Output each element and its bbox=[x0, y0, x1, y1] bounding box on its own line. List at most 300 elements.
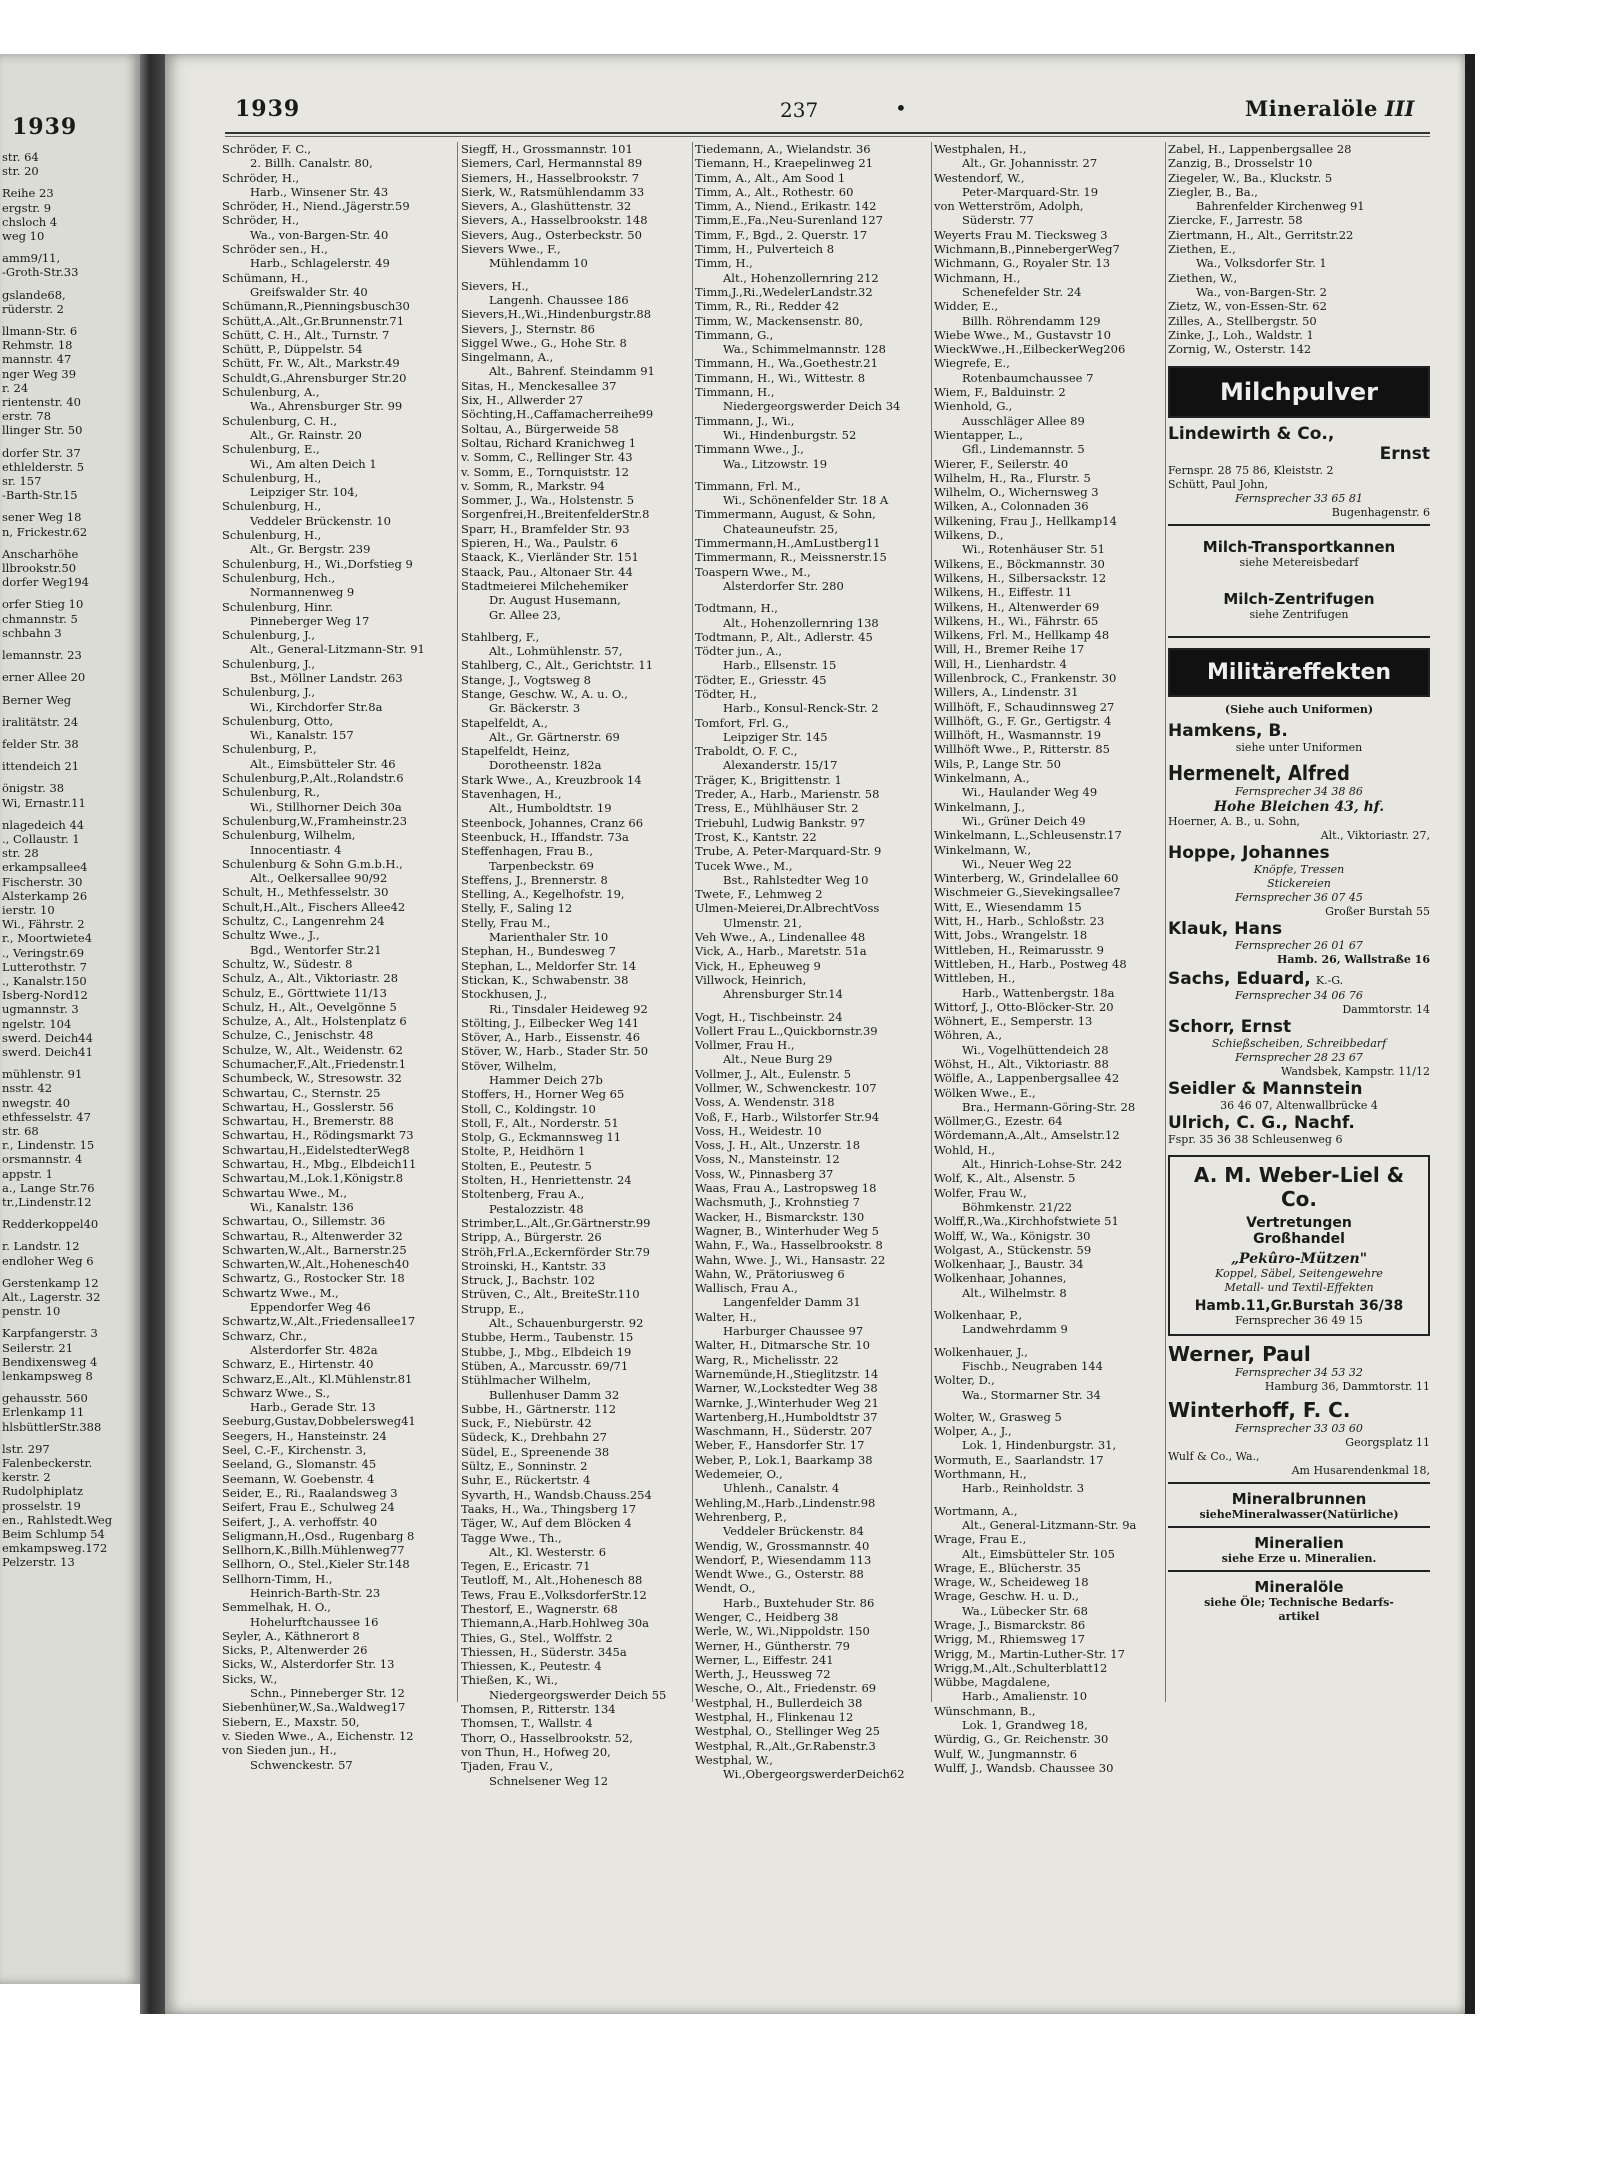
directory-entry: Wolff,R.,Wa.,Kirchhofstwiete 51 bbox=[934, 1214, 1119, 1229]
directory-entry bbox=[0, 1268, 140, 1276]
directory-entry: Voß, F., Harb., Wilstorfer Str.94 bbox=[695, 1109, 880, 1124]
directory-entry: Steffens, J., Brennerstr. 8 bbox=[461, 872, 608, 887]
directory-entry: Wi., Schönenfelder Str. 18 A bbox=[723, 493, 889, 508]
directory-entry: Wenger, C., Heidberg 38 bbox=[695, 1609, 839, 1624]
directory-entry: endloher Weg 6 bbox=[2, 1253, 94, 1268]
directory-entry: Ziegeler, W., Ba., Kluckstr. 5 bbox=[1168, 170, 1333, 185]
directory-entry: Hohelurftchaussee 16 bbox=[250, 1614, 379, 1629]
directory-entry: prosselstr. 19 bbox=[2, 1498, 81, 1513]
directory-entry: Wohld, H., bbox=[934, 1142, 996, 1157]
directory-entry: gehausstr. 560 bbox=[2, 1391, 88, 1406]
weber-name: A. M. Weber-Liel & Co. bbox=[1193, 1163, 1405, 1212]
directory-entry: Lok. 1, Grandweg 18, bbox=[962, 1718, 1088, 1733]
directory-entry: Stange, Geschw. W., A. u. O., bbox=[461, 686, 628, 701]
directory-entry bbox=[0, 502, 140, 510]
directory-entry bbox=[461, 271, 691, 279]
directory-entry: Tagge Wwe., Th., bbox=[461, 1530, 562, 1545]
directory-entry: Voss, N., Mansteinstr. 12 bbox=[695, 1152, 840, 1167]
directory-entry: Thießen, K., Wi., bbox=[461, 1673, 558, 1688]
schorr-phone: Fernsprecher 28 23 67 bbox=[1235, 1051, 1363, 1065]
directory-entry: Voss, H., Weidestr. 10 bbox=[695, 1123, 822, 1138]
directory-entry: Schwartau, R., Altenwerder 32 bbox=[222, 1228, 403, 1243]
directory-entry: Westphal, W., bbox=[695, 1752, 773, 1767]
directory-entry: Wöhst, H., Alt., Viktoriastr. 88 bbox=[934, 1057, 1109, 1071]
directory-entry: Wöllmer,G., Ezestr. 64 bbox=[934, 1114, 1063, 1129]
directory-entry: Timmermann,H.,AmLustberg11 bbox=[695, 536, 881, 551]
werner-phone: Fernsprecher 34 53 32 bbox=[1235, 1366, 1363, 1380]
directory-entry: Singelmann, A., bbox=[461, 350, 554, 365]
ad-militaer bbox=[1168, 648, 1430, 697]
directory-entry: Wa., von-Bargen-Str. 40 bbox=[250, 227, 389, 242]
directory-entry: Schümann, H., bbox=[222, 270, 309, 285]
directory-entry: Semmelhak, H. O., bbox=[222, 1600, 331, 1615]
directory-entry: Wehrenberg, P., bbox=[695, 1509, 787, 1524]
directory-entry bbox=[0, 178, 140, 186]
directory-entry: Harb., Ellsenstr. 15 bbox=[723, 658, 837, 673]
section-title: Mineralöle bbox=[1245, 96, 1378, 121]
directory-entry: Villwock, Heinrich, bbox=[695, 972, 807, 987]
directory-entry: Alt., Schauenburgerstr. 92 bbox=[489, 1316, 644, 1331]
directory-entry: nlagedeich 44 bbox=[2, 817, 85, 832]
directory-entry: Dr. August Husemann, bbox=[489, 593, 621, 608]
directory-entry: Söchting,H.,Caffamacherreihe99 bbox=[461, 407, 654, 422]
directory-entry: Struck, J., Bachstr. 102 bbox=[461, 1273, 595, 1288]
directory-entry: Schultz, C., Langenrehm 24 bbox=[222, 914, 385, 929]
ad-title: Milchpulver bbox=[1170, 368, 1428, 416]
directory-entry: Alt., Bahrenf. Steindamm 91 bbox=[489, 364, 655, 379]
seidler-line: 36 46 07, Altenwallbrücke 4 bbox=[1220, 1099, 1378, 1113]
directory-entry: Lutterothstr. 7 bbox=[2, 959, 87, 974]
directory-entry: Bullenhuser Damm 32 bbox=[489, 1387, 620, 1402]
directory-entry: Stelly, Frau M., bbox=[461, 915, 551, 930]
directory-entry: ugmannstr. 3 bbox=[2, 1002, 79, 1017]
directory-entry: Seemann, W. Goebenstr. 4 bbox=[222, 1471, 375, 1486]
directory-entry: Werle, W., Wi.,Nippoldstr. 150 bbox=[695, 1624, 870, 1639]
directory-entry: Westphal, H., Flinkenau 12 bbox=[695, 1710, 854, 1725]
directory-entry: Wrigg, M., Martin-Luther-Str. 17 bbox=[934, 1646, 1125, 1661]
previous-page-year: 1939 bbox=[12, 114, 78, 140]
directory-entry: Sierk, W., Ratsmühlendamm 33 bbox=[461, 184, 645, 199]
weber-line: Metall- und Textil-Effekten bbox=[1224, 1281, 1374, 1295]
directory-entry: dorfer Str. 37 bbox=[2, 445, 81, 460]
column-divider bbox=[692, 142, 693, 1702]
directory-entry: Weber, F., Hansdorfer Str. 17 bbox=[695, 1438, 865, 1453]
directory-entry: Wrage, Frau E., bbox=[934, 1532, 1027, 1547]
divider bbox=[1168, 1526, 1430, 1528]
directory-entry: Six, H., Allwerder 27 bbox=[461, 393, 584, 408]
directory-entry bbox=[0, 1231, 140, 1239]
hoerner-line: Hoerner, A. B., u. Sohn, bbox=[1168, 815, 1301, 829]
directory-entry: Wa., Litzowstr. 19 bbox=[723, 456, 828, 471]
directory-entry: Stoffers, H., Horner Weg 65 bbox=[461, 1087, 625, 1102]
directory-entry: -Barth-Str.15 bbox=[2, 488, 78, 503]
directory-entry: Wolter, D., bbox=[934, 1373, 995, 1388]
directory-entry: Harb., Buxtehuder Str. 86 bbox=[723, 1595, 875, 1610]
directory-entry: Timm,E.,Fa.,Neu-Surenland 127 bbox=[695, 213, 883, 228]
directory-entry: Schütt,A.,Alt.,Gr.Brunnenstr.71 bbox=[222, 313, 405, 328]
directory-entry: Schumbeck, W., Stresowstr. 32 bbox=[222, 1071, 402, 1086]
directory-entry: Soltau, Richard Kranichweg 1 bbox=[461, 435, 637, 450]
directory-entry: Reihe 23 bbox=[2, 186, 54, 201]
directory-entry: Südeck, K., Drehbahn 27 bbox=[461, 1430, 607, 1445]
directory-entry: Wendt, O., bbox=[695, 1581, 756, 1596]
directory-entry: Seifert, Frau E., Schulweg 24 bbox=[222, 1500, 395, 1515]
ulrich-name: Ulrich, C. G., Nachf. bbox=[1168, 1113, 1355, 1134]
directory-entry: Sparr, H., Bramfelder Str. 93 bbox=[461, 521, 630, 536]
directory-entry: Zinke, J., Loh., Waldstr. 1 bbox=[1168, 327, 1314, 342]
directory-entry: Winterberg, W., Grindelallee 60 bbox=[934, 871, 1119, 886]
directory-entry: Vick, H., Epheuweg 9 bbox=[695, 958, 821, 973]
directory-entry: hlsbüttlerStr.388 bbox=[2, 1419, 102, 1434]
directory-entry: Alt., Lohmühlenstr. 57, bbox=[489, 644, 623, 659]
directory-entry: Schulz, H., Alt., Oevelgönne 5 bbox=[222, 999, 397, 1014]
directory-entry: Schnelsener Weg 12 bbox=[489, 1773, 609, 1788]
directory-entry: Ströh,Frl.A.,Eckernförder Str.79 bbox=[461, 1244, 650, 1259]
directory-entry: Vollert Frau L.,Quickbornstr.39 bbox=[695, 1023, 878, 1038]
mineralien-title: Mineralien bbox=[1254, 1534, 1344, 1553]
directory-entry: Schulenburg,P.,Alt.,Rolandstr.6 bbox=[222, 771, 404, 786]
directory-entry: Schwarz, Chr., bbox=[222, 1328, 308, 1343]
militaer-sub: (Siehe auch Uniformen) bbox=[1224, 703, 1374, 717]
directory-entry: Triebuhl, Ludwig Bankstr. 97 bbox=[695, 815, 866, 830]
directory-entry: Schwartau, C., Sternstr. 25 bbox=[222, 1085, 381, 1100]
directory-entry: Wichmann,B.,PinnebergerWeg7 bbox=[934, 242, 1120, 257]
directory-entry: Alsterdorfer Str. 482a bbox=[250, 1342, 378, 1357]
directory-entry: Schulenburg, J., bbox=[222, 685, 315, 700]
directory-entry: Wi., Kanalstr. 157 bbox=[250, 728, 354, 743]
directory-entry: Winkelmann, A., bbox=[934, 771, 1030, 786]
directory-entry: Chateauneufstr. 25, bbox=[723, 521, 838, 536]
klauk-phone: Fernsprecher 26 01 67 bbox=[1235, 939, 1363, 953]
directory-entry: Wi., Am alten Deich 1 bbox=[250, 456, 377, 471]
directory-entry: Schwarten,W.,Alt.,Hohenesch40 bbox=[222, 1257, 410, 1272]
directory-entry: Wiem, F., Balduinstr. 2 bbox=[934, 385, 1066, 400]
directory-entry: Willers, A., Lindenstr. 31 bbox=[934, 685, 1079, 700]
directory-entry: chsloch 4 bbox=[2, 214, 58, 229]
directory-entry: Berner Weg bbox=[2, 692, 72, 707]
directory-entry: dorfer Weg194 bbox=[2, 575, 89, 590]
directory-entry: Sellhorn-Timm, H., bbox=[222, 1571, 333, 1586]
directory-entry: Stolte, P., Heidhörn 1 bbox=[461, 1144, 586, 1159]
directory-entry: Wi.,ObergeorgswerderDeich62 bbox=[723, 1767, 905, 1782]
directory-entry: erner Allee 20 bbox=[2, 670, 86, 685]
directory-entry: Wedemeier, O., bbox=[695, 1467, 783, 1482]
directory-entry: Alt., Kl. Westerstr. 6 bbox=[489, 1544, 607, 1559]
directory-entry: Beim Schlump 54 bbox=[2, 1527, 105, 1542]
directory-entry: Stange, J., Vogtsweg 8 bbox=[461, 672, 591, 687]
sachs-row bbox=[1168, 969, 1430, 989]
directory-entry bbox=[0, 539, 140, 547]
directory-entry: Wehling,M.,Harb.,Lindenstr.98 bbox=[695, 1495, 876, 1510]
directory-entry: Wartenberg,H.,Humboldtstr 37 bbox=[695, 1409, 878, 1424]
mineraloele-sub2: artikel bbox=[1278, 1610, 1320, 1624]
directory-entry: Thorr, O., Hasselbrookstr. 52, bbox=[461, 1730, 633, 1745]
directory-entry: Stelly, F., Saling 12 bbox=[461, 901, 573, 916]
directory-entry: Billh. Röhrendamm 129 bbox=[962, 313, 1101, 328]
directory-entry: Schütt, Fr. W., Alt., Markstr.49 bbox=[222, 356, 400, 371]
directory-entry: Wacker, H., Bismarckstr. 130 bbox=[695, 1209, 865, 1224]
directory-entry: Wilkens, H., Altenwerder 69 bbox=[934, 599, 1100, 614]
directory-entry: Wilkens, H., Eiffestr. 11 bbox=[934, 585, 1073, 600]
directory-entry: Traboldt, O. F. C., bbox=[695, 744, 798, 759]
directory-entry: Seegers, H., Hansteinstr. 24 bbox=[222, 1428, 387, 1443]
directory-entry: Täger, W., Auf dem Blöcken 4 bbox=[461, 1516, 632, 1531]
directory-entry: Alt., General-Litzmann-Str. 9a bbox=[962, 1517, 1137, 1532]
directory-entry: von Thun, H., Hofweg 20, bbox=[461, 1744, 611, 1759]
directory-entry: Rotenbaumchaussee 7 bbox=[962, 370, 1094, 385]
directory-entry: Alt., Eimsbütteler Str. 46 bbox=[250, 756, 396, 771]
directory-entry: Stripp, A., Bürgerstr. 26 bbox=[461, 1230, 602, 1245]
directory-entry: -Groth-Str.33 bbox=[2, 265, 79, 280]
schorr-line: Schießscheiben, Schreibbedarf bbox=[1211, 1037, 1387, 1051]
directory-entry: Timm, A., Niend., Erikastr. 142 bbox=[695, 199, 877, 214]
hoppe-line: Knöpfe, Tressen bbox=[1253, 863, 1345, 877]
directory-entry: Schulz, E., Görttwiete 11/13 bbox=[222, 985, 387, 1000]
directory-entry: Wolff, W., Wa., Königstr. 30 bbox=[934, 1228, 1091, 1243]
directory-entry bbox=[0, 729, 140, 737]
column-3 bbox=[695, 142, 931, 1972]
directory-entry: Stelling, A., Kegelhofstr. 19, bbox=[461, 887, 625, 902]
directory-entry: Wa., Ahrensburger Str. 99 bbox=[250, 399, 403, 414]
directory-entry bbox=[0, 751, 140, 759]
directory-entry: Wittleben, H., Harb., Postweg 48 bbox=[934, 956, 1127, 971]
directory-entry: Wi., Stillhorner Deich 30a bbox=[250, 799, 402, 814]
directory-entry: rüderstr. 2 bbox=[2, 301, 64, 316]
directory-entry: Sievers, Aug., Osterbeckstr. 50 bbox=[461, 227, 642, 242]
directory-entry: Westphalen, H., bbox=[934, 142, 1027, 156]
directory-entry: lstr. 297 bbox=[2, 1441, 50, 1456]
directory-entry: Tiedemann, A., Wielandstr. 36 bbox=[695, 142, 871, 156]
directory-entry: Sellhorn,K.,Billh.Mühlenweg77 bbox=[222, 1543, 405, 1558]
directory-entry: str. 28 bbox=[2, 846, 39, 861]
directory-entry: Harb., Konsul-Renck-Str. 2 bbox=[723, 701, 879, 716]
page-header bbox=[235, 96, 1435, 126]
directory-entry: Wölfle, A., Lappenbergsallee 42 bbox=[934, 1071, 1120, 1086]
directory-entry: Wolkenhauer, J., bbox=[934, 1344, 1028, 1359]
werner-addr: Hamburg 36, Dammtorstr. 11 bbox=[1264, 1380, 1430, 1394]
directory-entry: Schwartz Wwe., M., bbox=[222, 1285, 339, 1300]
directory-entry: Wi., Kirchdorfer Str.8a bbox=[250, 699, 383, 714]
directory-entry bbox=[0, 1209, 140, 1217]
directory-entry: Schulenburg, Hch., bbox=[222, 570, 336, 585]
directory-entry: Tegen, E., Ericastr. 71 bbox=[461, 1559, 591, 1574]
directory-entry: Wölken Wwe., E., bbox=[934, 1085, 1036, 1100]
directory-entry: Timmann, H., Wi., Wittestr. 8 bbox=[695, 370, 866, 385]
directory-entry: Sicks, W., Alsterdorfer Str. 13 bbox=[222, 1657, 395, 1672]
directory-entry: Taaks, H., Wa., Thingsberg 17 bbox=[461, 1501, 637, 1516]
directory-entry: Sievers, A., Glashüttenstr. 32 bbox=[461, 199, 632, 214]
directory-entry: Schütt, C. H., Alt., Turnstr. 7 bbox=[222, 327, 390, 342]
directory-entry: Strimber,L.,Alt.,Gr.Gärtnerstr.99 bbox=[461, 1215, 651, 1230]
directory-entry: Wilkens, E., Böckmannstr. 30 bbox=[934, 556, 1105, 571]
directory-entry bbox=[695, 471, 931, 479]
directory-entry: Bst., Möllner Landstr. 263 bbox=[250, 670, 403, 685]
directory-entry: Siebern, E., Maxstr. 50, bbox=[222, 1714, 360, 1729]
directory-entry: Harb., Winsener Str. 43 bbox=[250, 184, 389, 199]
directory-entry: tr.,Lindenstr.12 bbox=[2, 1195, 92, 1209]
directory-entry: Dorotheenstr. 182a bbox=[489, 758, 602, 773]
directory-entry: Wendt Wwe., G., Osterstr. 88 bbox=[695, 1567, 864, 1582]
directory-entry: Vollmer, J., Alt., Eulenstr. 5 bbox=[695, 1066, 852, 1081]
directory-entry: Timm, R., Ri., Redder 42 bbox=[695, 299, 840, 314]
directory-entry: WieckWwe.,H.,EilbeckerWeg206 bbox=[934, 342, 1126, 357]
directory-entry: Wilhelm, O., Wichernsweg 3 bbox=[934, 485, 1099, 500]
directory-entry: Schulze, W., Alt., Weidenstr. 62 bbox=[222, 1042, 403, 1057]
directory-entry: Sitas, H., Menckesallee 37 bbox=[461, 378, 617, 393]
directory-entry: Warner, W.,Lockstedter Weg 38 bbox=[695, 1381, 878, 1396]
directory-entry: v. Sieden Wwe., A., Eichenstr. 12 bbox=[222, 1728, 414, 1743]
directory-entry: Gfl., Lindemannstr. 5 bbox=[962, 442, 1085, 457]
directory-entry: Schwenckestr. 57 bbox=[250, 1757, 353, 1772]
directory-entry: ierstr. 10 bbox=[2, 902, 55, 917]
directory-entry: lenkampsweg 8 bbox=[2, 1369, 93, 1384]
directory-entry: Erlenkamp 11 bbox=[2, 1405, 85, 1420]
book-gutter bbox=[140, 54, 165, 2014]
directory-entry: Ahrensburger Str.14 bbox=[723, 987, 843, 1002]
directory-entry: Träger, K., Brigittenstr. 1 bbox=[695, 772, 842, 787]
directory-entry: Seeburg,Gustav,Dobbelersweg41 bbox=[222, 1414, 416, 1429]
hamkens-name: Hamkens, B. bbox=[1168, 721, 1288, 742]
mineralien-sub: siehe Erze u. Mineralien. bbox=[1221, 1552, 1377, 1566]
directory-entry: Ausschläger Allee 89 bbox=[962, 413, 1085, 428]
directory-entry: Schwartau,H.,EidelstedterWeg8 bbox=[222, 1142, 410, 1157]
directory-entry: Schwartz, G., Rostocker Str. 18 bbox=[222, 1271, 405, 1286]
directory-entry: Seeland, G., Slomanstr. 45 bbox=[222, 1457, 377, 1472]
directory-entry: Timmann, J., Wi., bbox=[695, 413, 795, 428]
directory-entry: Leipziger Str. 145 bbox=[723, 729, 828, 744]
ad-company bbox=[1168, 424, 1430, 444]
directory-entry: Stahlberg, C., Alt., Gerichtstr. 11 bbox=[461, 658, 654, 673]
directory-entry: Sievers Wwe., F., bbox=[461, 242, 561, 257]
ad-line: Fernsprecher 33 65 81 bbox=[1235, 492, 1363, 506]
directory-entry: Sievers, J., Sternstr. 86 bbox=[461, 321, 595, 336]
directory-entry: Schümann,R.,Pienningsbusch30 bbox=[222, 299, 410, 314]
directory-entry: Wi., Hindenburgstr. 52 bbox=[723, 427, 857, 442]
directory-entry: Wolter, W., Grasweg 5 bbox=[934, 1409, 1062, 1424]
directory-entry: Schuldt,G.,Ahrensburger Str.20 bbox=[222, 370, 407, 385]
directory-entry: Schulenburg, H., bbox=[222, 499, 322, 514]
directory-entry: Will, H., Lienhardstr. 4 bbox=[934, 656, 1067, 671]
directory-entry: Tomfort, Frl. G., bbox=[695, 715, 789, 730]
directory-entry: Zietz, W., von-Essen-Str. 62 bbox=[1168, 299, 1327, 314]
directory-entry bbox=[0, 685, 140, 693]
directory-entry: lemannstr. 23 bbox=[2, 648, 82, 663]
directory-entry: Schütt, P., Düppelstr. 54 bbox=[222, 342, 363, 357]
directory-entry: Schultz, W., Südestr. 8 bbox=[222, 956, 353, 971]
directory-entry: Seilerstr. 21 bbox=[2, 1340, 74, 1355]
directory-entry: Harb., Amalienstr. 10 bbox=[962, 1689, 1088, 1704]
directory-entry: Wittleben, H., Reimarusstr. 9 bbox=[934, 942, 1104, 957]
directory-entry: Wittleben, H., bbox=[934, 971, 1016, 986]
directory-entry: Wrage, W., Scheideweg 18 bbox=[934, 1575, 1089, 1590]
directory-entry: Stöver, Wilhelm, bbox=[461, 1058, 557, 1073]
directory-entry: r. Landstr. 12 bbox=[2, 1239, 80, 1254]
directory-entry: Timmann, H., Wa.,Goethestr.21 bbox=[695, 356, 878, 371]
directory-entry: Schulenburg, J., bbox=[222, 656, 315, 671]
directory-entry: Spieren, H., Wa., Paulstr. 6 bbox=[461, 536, 618, 551]
directory-entry: Wahn, Wwe. J., Wi., Hansastr. 22 bbox=[695, 1252, 886, 1267]
directory-entry: Heinrich-Barth-Str. 23 bbox=[250, 1585, 381, 1600]
directory-entry: Ziethen, E., bbox=[1168, 242, 1236, 257]
directory-entry: Subbe, H., Gärtnerstr. 112 bbox=[461, 1401, 617, 1416]
directory-entry: Waas, Frau A., Lastropsweg 18 bbox=[695, 1181, 877, 1196]
directory-entry: mühlenstr. 91 bbox=[2, 1067, 83, 1082]
directory-entry: Steffenhagen, Frau B., bbox=[461, 844, 593, 859]
directory-entry: ergstr. 9 bbox=[2, 200, 52, 215]
directory-entry: Bra., Hermann-Göring-Str. 28 bbox=[962, 1099, 1136, 1114]
directory-entry: Stoltenberg, Frau A., bbox=[461, 1187, 585, 1202]
directory-entry: Alt., Gr. Johannisstr. 27 bbox=[962, 156, 1098, 171]
directory-entry: Veh Wwe., A., Lindenallee 48 bbox=[695, 930, 866, 945]
directory-entry: Fischb., Neugraben 144 bbox=[962, 1358, 1103, 1373]
directory-entry: Wormuth, E., Saarlandstr. 17 bbox=[934, 1452, 1104, 1467]
directory-entry: Wi., Grüner Deich 49 bbox=[962, 813, 1086, 828]
directory-entry: Zanzig, B., Drosselstr 10 bbox=[1168, 156, 1313, 171]
directory-entry: Timmermann, R., Meissnerstr.15 bbox=[695, 550, 887, 565]
directory-entry: Wallisch, Frau A., bbox=[695, 1281, 798, 1296]
directory-entry: Ziethen, W., bbox=[1168, 270, 1238, 285]
directory-entry: Wulf, W., Jungmannstr. 6 bbox=[934, 1746, 1078, 1761]
directory-entry: Sorgenfrei,H.,BreitenfelderStr.8 bbox=[461, 507, 650, 522]
directory-entry: Böhmkenstr. 21/22 bbox=[962, 1199, 1073, 1214]
hoppe-name: Hoppe, Johannes bbox=[1168, 843, 1330, 864]
column-divider bbox=[457, 142, 458, 1702]
directory-entry: Timm, H., bbox=[695, 256, 753, 271]
directory-entry: Falenbeckerstr. bbox=[2, 1456, 93, 1471]
directory-entry: Wachsmuth, J., Krohnstieg 7 bbox=[695, 1195, 860, 1210]
directory-entry: Schwarz,E.,Alt., Kl.Mühlenstr.81 bbox=[222, 1371, 413, 1386]
page-year: 1939 bbox=[235, 96, 301, 122]
column-5-entries bbox=[1168, 142, 1430, 356]
directory-entry: Alt., Eimsbütteler Str. 105 bbox=[962, 1546, 1115, 1561]
transport-sub: siehe Metereisbedarf bbox=[1239, 556, 1359, 570]
winterhoff-name: Winterhoff, F. C. bbox=[1168, 1398, 1351, 1423]
directory-entry: Seifert, J., A. verhoffstr. 40 bbox=[222, 1514, 378, 1529]
directory-entry: appstr. 1 bbox=[2, 1166, 53, 1181]
winterhoff-line: Wulf & Co., Wa., bbox=[1168, 1450, 1260, 1464]
directory-entry: llinger Str. 50 bbox=[2, 423, 83, 438]
column-1 bbox=[222, 142, 454, 1972]
directory-entry: Syvarth, H., Wandsb.Chauss.254 bbox=[461, 1487, 652, 1502]
directory-entry: Gr. Bäckerstr. 3 bbox=[489, 701, 581, 716]
directory-page bbox=[165, 54, 1465, 2014]
directory-entry bbox=[0, 243, 140, 251]
directory-entry: Anscharhöhe bbox=[2, 546, 79, 561]
directory-entry: n, Frickestr.62 bbox=[2, 524, 88, 539]
directory-entry: Schröder, H., bbox=[222, 170, 300, 185]
directory-entry bbox=[695, 1002, 931, 1010]
directory-entry: Wientapper, L., bbox=[934, 427, 1024, 442]
ad-line: Bugenhagenstr. 6 bbox=[1331, 506, 1430, 520]
directory-entry: penstr. 10 bbox=[2, 1304, 61, 1319]
directory-entry: Ziertmann, H., Alt., Gerritstr.22 bbox=[1168, 227, 1354, 242]
sachs-phone: Fernsprecher 34 06 76 bbox=[1235, 989, 1363, 1003]
directory-entry: Wiebe Wwe., M., Gustavstr 10 bbox=[934, 327, 1111, 342]
directory-entry: Sellhorn, O., Stel.,Kieler Str.148 bbox=[222, 1557, 410, 1572]
directory-entry: Stubbe, Herm., Taubenstr. 15 bbox=[461, 1330, 634, 1345]
directory-entry: Normannenweg 9 bbox=[250, 585, 355, 600]
directory-entry: Veddeler Brückenstr. 10 bbox=[250, 513, 391, 528]
directory-entry: Todtmann, P., Alt., Adlerstr. 45 bbox=[695, 629, 873, 644]
hamkens-sub: siehe unter Uniformen bbox=[1235, 741, 1363, 755]
directory-entry: Timm,J.,Ri.,WedelerLandstr.32 bbox=[695, 284, 873, 299]
directory-entry: orfer Stieg 10 bbox=[2, 597, 84, 612]
directory-entry: Harb., Reinholdstr. 3 bbox=[962, 1481, 1085, 1496]
directory-entry: Wi., Vogelhüttendeich 28 bbox=[962, 1042, 1109, 1057]
directory-entry: Will, H., Bremer Reihe 17 bbox=[934, 642, 1085, 657]
directory-entry: Stoll, C., Koldingstr. 10 bbox=[461, 1101, 596, 1116]
directory-entry: Schultz Wwe., J., bbox=[222, 928, 320, 943]
